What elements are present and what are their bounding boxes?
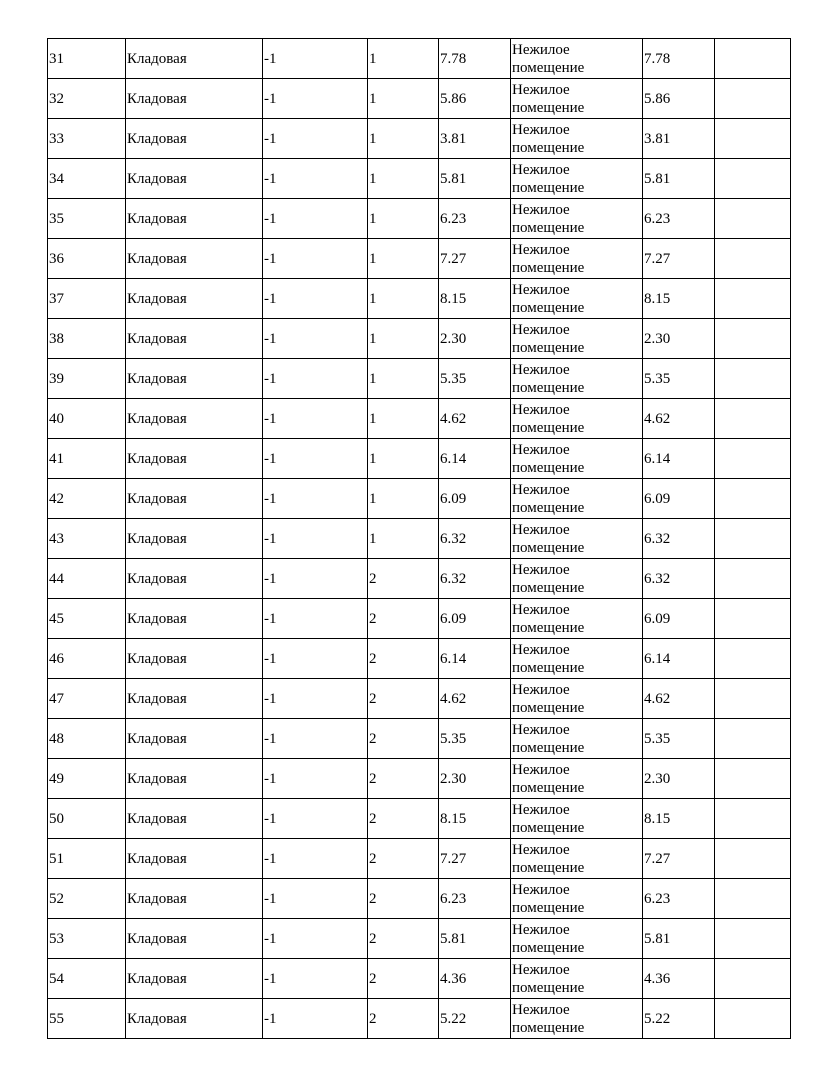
row-number-cell: 34	[48, 159, 126, 199]
room-name-cell: Кладовая	[126, 919, 263, 959]
room-name-cell: Кладовая	[126, 599, 263, 639]
section-cell: 2	[368, 799, 439, 839]
table-row	[48, 519, 791, 559]
note-cell	[715, 519, 791, 559]
room-type-cell: Нежилое помещение	[511, 719, 643, 759]
floor-level-cell: -1	[263, 239, 368, 279]
note-cell	[715, 119, 791, 159]
note-cell	[715, 919, 791, 959]
table-row	[48, 239, 791, 279]
floor-level-cell: -1	[263, 919, 368, 959]
room-name-cell: Кладовая	[126, 959, 263, 999]
room-name-cell: Кладовая	[126, 999, 263, 1039]
row-number-cell: 45	[48, 599, 126, 639]
table-row	[48, 679, 791, 719]
room-type-cell: Нежилое помещение	[511, 799, 643, 839]
table-row	[48, 839, 791, 879]
room-type-cell: Нежилое помещение	[511, 959, 643, 999]
note-cell	[715, 679, 791, 719]
section-cell: 2	[368, 879, 439, 919]
section-cell: 1	[368, 439, 439, 479]
room-name-cell: Кладовая	[126, 559, 263, 599]
area-cell: 5.81	[439, 159, 511, 199]
note-cell	[715, 159, 791, 199]
total-area-cell: 7.27	[643, 239, 715, 279]
total-area-cell: 7.78	[643, 39, 715, 79]
room-name-cell: Кладовая	[126, 439, 263, 479]
area-cell: 2.30	[439, 759, 511, 799]
table-row	[48, 999, 791, 1039]
section-cell: 1	[368, 519, 439, 559]
table-row	[48, 479, 791, 519]
area-cell: 4.36	[439, 959, 511, 999]
room-type-cell: Нежилое помещение	[511, 919, 643, 959]
section-cell: 1	[368, 39, 439, 79]
total-area-cell: 2.30	[643, 759, 715, 799]
room-type-cell: Нежилое помещение	[511, 519, 643, 559]
room-type-cell: Нежилое помещение	[511, 239, 643, 279]
section-cell: 2	[368, 719, 439, 759]
total-area-cell: 4.62	[643, 399, 715, 439]
total-area-cell: 6.14	[643, 439, 715, 479]
total-area-cell: 8.15	[643, 799, 715, 839]
room-type-cell: Нежилое помещение	[511, 479, 643, 519]
note-cell	[715, 879, 791, 919]
room-name-cell: Кладовая	[126, 639, 263, 679]
table-row	[48, 959, 791, 999]
note-cell	[715, 559, 791, 599]
note-cell	[715, 959, 791, 999]
section-cell: 1	[368, 479, 439, 519]
section-cell: 1	[368, 319, 439, 359]
floor-level-cell: -1	[263, 79, 368, 119]
note-cell	[715, 359, 791, 399]
area-cell: 6.14	[439, 639, 511, 679]
area-cell: 6.32	[439, 559, 511, 599]
table-row	[48, 919, 791, 959]
area-cell: 2.30	[439, 319, 511, 359]
section-cell: 1	[368, 239, 439, 279]
row-number-cell: 44	[48, 559, 126, 599]
area-cell: 5.35	[439, 359, 511, 399]
table-row	[48, 39, 791, 79]
table-row	[48, 759, 791, 799]
total-area-cell: 6.32	[643, 559, 715, 599]
floor-level-cell: -1	[263, 839, 368, 879]
floor-level-cell: -1	[263, 599, 368, 639]
total-area-cell: 2.30	[643, 319, 715, 359]
room-name-cell: Кладовая	[126, 399, 263, 439]
table-row	[48, 159, 791, 199]
room-name-cell: Кладовая	[126, 479, 263, 519]
room-name-cell: Кладовая	[126, 159, 263, 199]
section-cell: 2	[368, 919, 439, 959]
floor-level-cell: -1	[263, 679, 368, 719]
section-cell: 1	[368, 199, 439, 239]
note-cell	[715, 199, 791, 239]
area-cell: 5.81	[439, 919, 511, 959]
area-cell: 5.35	[439, 719, 511, 759]
row-number-cell: 48	[48, 719, 126, 759]
room-type-cell: Нежилое помещение	[511, 839, 643, 879]
floor-level-cell: -1	[263, 519, 368, 559]
note-cell	[715, 799, 791, 839]
table-row	[48, 799, 791, 839]
table-row	[48, 399, 791, 439]
room-type-cell: Нежилое помещение	[511, 359, 643, 399]
area-cell: 6.14	[439, 439, 511, 479]
floor-level-cell: -1	[263, 119, 368, 159]
floor-level-cell: -1	[263, 879, 368, 919]
table-row	[48, 119, 791, 159]
floor-level-cell: -1	[263, 279, 368, 319]
note-cell	[715, 279, 791, 319]
table-row	[48, 359, 791, 399]
area-cell: 6.32	[439, 519, 511, 559]
section-cell: 2	[368, 679, 439, 719]
row-number-cell: 52	[48, 879, 126, 919]
room-name-cell: Кладовая	[126, 879, 263, 919]
room-name-cell: Кладовая	[126, 79, 263, 119]
floor-level-cell: -1	[263, 199, 368, 239]
row-number-cell: 42	[48, 479, 126, 519]
section-cell: 1	[368, 159, 439, 199]
room-name-cell: Кладовая	[126, 279, 263, 319]
room-type-cell: Нежилое помещение	[511, 159, 643, 199]
total-area-cell: 5.35	[643, 359, 715, 399]
note-cell	[715, 399, 791, 439]
note-cell	[715, 839, 791, 879]
total-area-cell: 6.32	[643, 519, 715, 559]
row-number-cell: 32	[48, 79, 126, 119]
table-row	[48, 319, 791, 359]
section-cell: 2	[368, 999, 439, 1039]
area-cell: 7.27	[439, 839, 511, 879]
total-area-cell: 6.09	[643, 479, 715, 519]
floor-level-cell: -1	[263, 639, 368, 679]
floor-level-cell: -1	[263, 719, 368, 759]
room-type-cell: Нежилое помещение	[511, 439, 643, 479]
total-area-cell: 6.23	[643, 199, 715, 239]
floor-level-cell: -1	[263, 39, 368, 79]
table-row	[48, 199, 791, 239]
row-number-cell: 38	[48, 319, 126, 359]
floor-level-cell: -1	[263, 479, 368, 519]
room-type-cell: Нежилое помещение	[511, 119, 643, 159]
floor-level-cell: -1	[263, 559, 368, 599]
total-area-cell: 6.23	[643, 879, 715, 919]
room-type-cell: Нежилое помещение	[511, 79, 643, 119]
section-cell: 2	[368, 959, 439, 999]
table-row	[48, 439, 791, 479]
row-number-cell: 54	[48, 959, 126, 999]
room-type-cell: Нежилое помещение	[511, 679, 643, 719]
total-area-cell: 6.09	[643, 599, 715, 639]
area-cell: 6.09	[439, 479, 511, 519]
note-cell	[715, 719, 791, 759]
table-row	[48, 279, 791, 319]
total-area-cell: 5.22	[643, 999, 715, 1039]
row-number-cell: 43	[48, 519, 126, 559]
premises-table-body	[48, 39, 791, 1039]
area-cell: 6.23	[439, 879, 511, 919]
room-name-cell: Кладовая	[126, 719, 263, 759]
row-number-cell: 46	[48, 639, 126, 679]
section-cell: 2	[368, 559, 439, 599]
note-cell	[715, 79, 791, 119]
row-number-cell: 40	[48, 399, 126, 439]
total-area-cell: 3.81	[643, 119, 715, 159]
room-type-cell: Нежилое помещение	[511, 279, 643, 319]
total-area-cell: 5.35	[643, 719, 715, 759]
section-cell: 2	[368, 639, 439, 679]
total-area-cell: 5.86	[643, 79, 715, 119]
table-row	[48, 599, 791, 639]
floor-level-cell: -1	[263, 439, 368, 479]
area-cell: 7.27	[439, 239, 511, 279]
floor-level-cell: -1	[263, 319, 368, 359]
row-number-cell: 37	[48, 279, 126, 319]
room-type-cell: Нежилое помещение	[511, 599, 643, 639]
room-name-cell: Кладовая	[126, 839, 263, 879]
section-cell: 2	[368, 599, 439, 639]
room-type-cell: Нежилое помещение	[511, 39, 643, 79]
room-type-cell: Нежилое помещение	[511, 999, 643, 1039]
section-cell: 1	[368, 119, 439, 159]
room-name-cell: Кладовая	[126, 39, 263, 79]
section-cell: 2	[368, 759, 439, 799]
area-cell: 3.81	[439, 119, 511, 159]
row-number-cell: 39	[48, 359, 126, 399]
area-cell: 4.62	[439, 679, 511, 719]
room-name-cell: Кладовая	[126, 679, 263, 719]
floor-level-cell: -1	[263, 399, 368, 439]
floor-level-cell: -1	[263, 359, 368, 399]
section-cell: 1	[368, 359, 439, 399]
table-row	[48, 559, 791, 599]
section-cell: 1	[368, 399, 439, 439]
note-cell	[715, 239, 791, 279]
room-type-cell: Нежилое помещение	[511, 639, 643, 679]
note-cell	[715, 759, 791, 799]
room-name-cell: Кладовая	[126, 199, 263, 239]
row-number-cell: 49	[48, 759, 126, 799]
note-cell	[715, 439, 791, 479]
room-name-cell: Кладовая	[126, 759, 263, 799]
floor-level-cell: -1	[263, 999, 368, 1039]
table-row	[48, 79, 791, 119]
table-row	[48, 639, 791, 679]
room-name-cell: Кладовая	[126, 519, 263, 559]
area-cell: 8.15	[439, 279, 511, 319]
total-area-cell: 4.36	[643, 959, 715, 999]
premises-table	[47, 38, 791, 1039]
note-cell	[715, 999, 791, 1039]
total-area-cell: 6.14	[643, 639, 715, 679]
row-number-cell: 47	[48, 679, 126, 719]
note-cell	[715, 39, 791, 79]
row-number-cell: 51	[48, 839, 126, 879]
note-cell	[715, 319, 791, 359]
floor-level-cell: -1	[263, 799, 368, 839]
room-name-cell: Кладовая	[126, 799, 263, 839]
area-cell: 6.09	[439, 599, 511, 639]
room-type-cell: Нежилое помещение	[511, 399, 643, 439]
note-cell	[715, 639, 791, 679]
row-number-cell: 31	[48, 39, 126, 79]
room-type-cell: Нежилое помещение	[511, 879, 643, 919]
total-area-cell: 7.27	[643, 839, 715, 879]
area-cell: 5.22	[439, 999, 511, 1039]
row-number-cell: 36	[48, 239, 126, 279]
total-area-cell: 5.81	[643, 159, 715, 199]
room-type-cell: Нежилое помещение	[511, 559, 643, 599]
row-number-cell: 33	[48, 119, 126, 159]
room-type-cell: Нежилое помещение	[511, 759, 643, 799]
note-cell	[715, 599, 791, 639]
area-cell: 7.78	[439, 39, 511, 79]
section-cell: 1	[368, 79, 439, 119]
room-name-cell: Кладовая	[126, 359, 263, 399]
room-name-cell: Кладовая	[126, 119, 263, 159]
row-number-cell: 53	[48, 919, 126, 959]
floor-level-cell: -1	[263, 959, 368, 999]
room-name-cell: Кладовая	[126, 239, 263, 279]
total-area-cell: 4.62	[643, 679, 715, 719]
area-cell: 8.15	[439, 799, 511, 839]
floor-level-cell: -1	[263, 159, 368, 199]
section-cell: 1	[368, 279, 439, 319]
row-number-cell: 50	[48, 799, 126, 839]
area-cell: 6.23	[439, 199, 511, 239]
section-cell: 2	[368, 839, 439, 879]
table-row	[48, 719, 791, 759]
table-row	[48, 879, 791, 919]
room-type-cell: Нежилое помещение	[511, 199, 643, 239]
note-cell	[715, 479, 791, 519]
floor-level-cell: -1	[263, 759, 368, 799]
area-cell: 5.86	[439, 79, 511, 119]
total-area-cell: 8.15	[643, 279, 715, 319]
row-number-cell: 35	[48, 199, 126, 239]
area-cell: 4.62	[439, 399, 511, 439]
total-area-cell: 5.81	[643, 919, 715, 959]
room-name-cell: Кладовая	[126, 319, 263, 359]
row-number-cell: 55	[48, 999, 126, 1039]
room-type-cell: Нежилое помещение	[511, 319, 643, 359]
row-number-cell: 41	[48, 439, 126, 479]
